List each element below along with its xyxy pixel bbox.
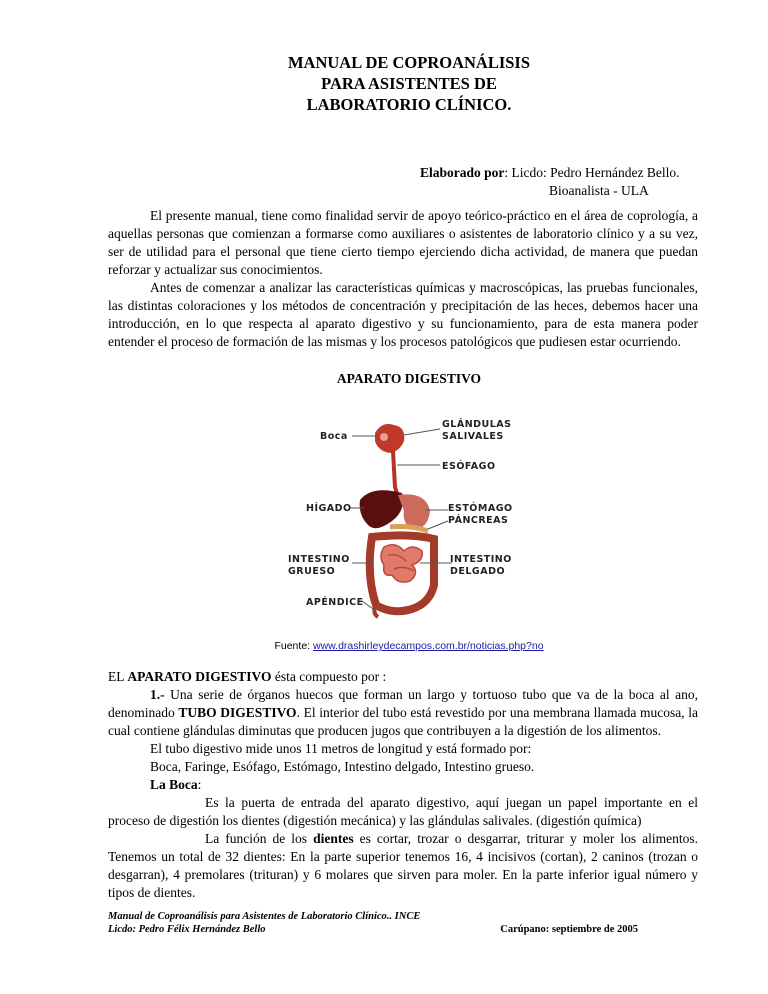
title-line-1: MANUAL DE COPROANÁLISIS bbox=[287, 53, 531, 72]
label-pancreas: PÁNCREAS bbox=[448, 515, 509, 526]
dientes-a: La función de los bbox=[205, 831, 314, 846]
source-label: Fuente: bbox=[274, 640, 313, 652]
pancreas-shape bbox=[390, 527, 428, 532]
organs-line: Boca, Faringe, Esófago, Estómago, Intestino delgado, Intestino grueso. bbox=[150, 759, 535, 774]
salivary-glands-shape bbox=[375, 424, 404, 453]
tubo-length-line: El tubo digestivo mide unos 11 metros de longitud y está formado por: bbox=[150, 741, 532, 756]
item-1-text: Una serie de órganos huecos que forman un largo y tortuoso tubo que va de la boca al ano, denominado bbox=[108, 687, 698, 720]
document-title bbox=[0, 52, 768, 115]
liver-shape bbox=[360, 490, 403, 528]
content-item-1 bbox=[108, 686, 698, 740]
content-section bbox=[108, 668, 698, 902]
footer-date: Carúpano: septiembre de 2005 bbox=[500, 924, 638, 935]
boca-paragraph: Es la puerta de entrada del aparato digestivo, aquí juegan un papel importante en el proceso de digestión los dientes (digestión mecánica) y las glándulas salivales. (digestión química) bbox=[108, 795, 698, 828]
digestive-system-illustration bbox=[280, 415, 520, 627]
dientes-b: es cortar, trozar o desgarrar, triturar y moler los alimentos. Tenemos un total de 32 dientes: En la parte superior tenemos 16, 4 incisivos (cortan), 2 caninos (trozan o desgarran), 4 premolares (trituran) y 6 molares que sirven para moler. En la parte inferior igual número y tipos de dientes. bbox=[108, 831, 698, 900]
label-higado: HÍGADO bbox=[306, 503, 352, 514]
intro-paragraph-2: Antes de comenzar a analizar las características químicas y macroscópicas, las pruebas funcionales, las distintas coloraciones y los métodos de concentración y precipitación de las heces, debemos hacer una introducción, en lo que respecta al aparato digestivo y su funcionamiento, para de esta manera poder entender el proceso de formación de las mismas y los procesos patológicos que pudiesen estar ocurriendo. bbox=[108, 280, 698, 349]
label-apendice: APÉNDICE bbox=[306, 597, 364, 608]
small-intestine-shape bbox=[381, 545, 422, 582]
author-role: Bioanalista - ULA bbox=[549, 183, 649, 198]
label-delgado-1: INTESTINO bbox=[450, 554, 512, 565]
author-label: Elaborado por bbox=[420, 165, 505, 180]
item-1-tubo: TUBO DIGESTIVO bbox=[178, 705, 297, 720]
label-estomago: ESTÓMAGO bbox=[448, 503, 513, 514]
title-line-3: LABORATORIO CLÍNICO. bbox=[306, 95, 512, 114]
figure-source bbox=[0, 640, 768, 652]
label-glandulas-1: GLÁNDULAS bbox=[442, 419, 512, 430]
stomach-shape bbox=[398, 494, 430, 529]
title-line-2: PARA ASISTENTES DE bbox=[321, 74, 497, 93]
label-boca: Boca bbox=[320, 431, 348, 442]
la-boca-heading bbox=[108, 776, 698, 794]
content-intro-line bbox=[108, 668, 698, 686]
intro-paragraph-1: El presente manual, tiene como finalidad servir de apoyo teórico-práctico en el área de coprología, a aquellas personas que comienzan a formarse como auxiliares o asistentes de laboratorio clínico y a su vez, ser de utilidad para el personal que tiene cierto tiempo ejerciendo dicha actividad, de manera que puedan reforzar y actualizar sus conocimientos. bbox=[108, 208, 698, 277]
page-footer bbox=[108, 910, 638, 936]
footer-line-2: Licdo: Pedro Félix Hernández Bello bbox=[108, 924, 266, 935]
dientes-bold: dientes bbox=[313, 831, 354, 846]
label-esofago: ESÓFAGO bbox=[442, 461, 496, 472]
content-aparato: APARATO DIGESTIVO bbox=[127, 669, 272, 684]
author-name: : Licdo: Pedro Hernández Bello. bbox=[504, 165, 680, 180]
content-compuesto: ésta compuesto por : bbox=[271, 669, 387, 684]
la-boca-colon: : bbox=[197, 777, 202, 792]
intro-section bbox=[108, 207, 698, 351]
label-grueso-1: INTESTINO bbox=[288, 554, 350, 565]
dientes-paragraph bbox=[108, 830, 698, 902]
source-link[interactable]: www.drashirleydecampos.com.br/noticias.php?no bbox=[313, 640, 544, 652]
author-block bbox=[420, 164, 679, 200]
mouth-shape bbox=[380, 433, 388, 441]
content-el: EL bbox=[108, 669, 128, 684]
section-title: APARATO DIGESTIVO bbox=[336, 371, 482, 386]
la-boca-label: La Boca bbox=[150, 777, 198, 792]
digestive-system-figure bbox=[280, 415, 520, 627]
label-grueso-2: GRUESO bbox=[288, 566, 336, 577]
label-glandulas-2: SALIVALES bbox=[442, 431, 504, 442]
item-1-rest: . El interior del tubo está revestido por una membrana llamada mucosa, la cual contiene glándulas diminutas que producen jugos que contribuyen a la digestión de los alimentos. bbox=[108, 705, 698, 738]
label-delgado-2: DELGADO bbox=[450, 566, 506, 577]
footer-line-1: Manual de Coproanálisis para Asistentes de Laboratorio Clínico.. INCE bbox=[108, 911, 421, 922]
item-1-number: 1.- bbox=[150, 687, 165, 702]
esophagus-shape bbox=[393, 451, 398, 497]
